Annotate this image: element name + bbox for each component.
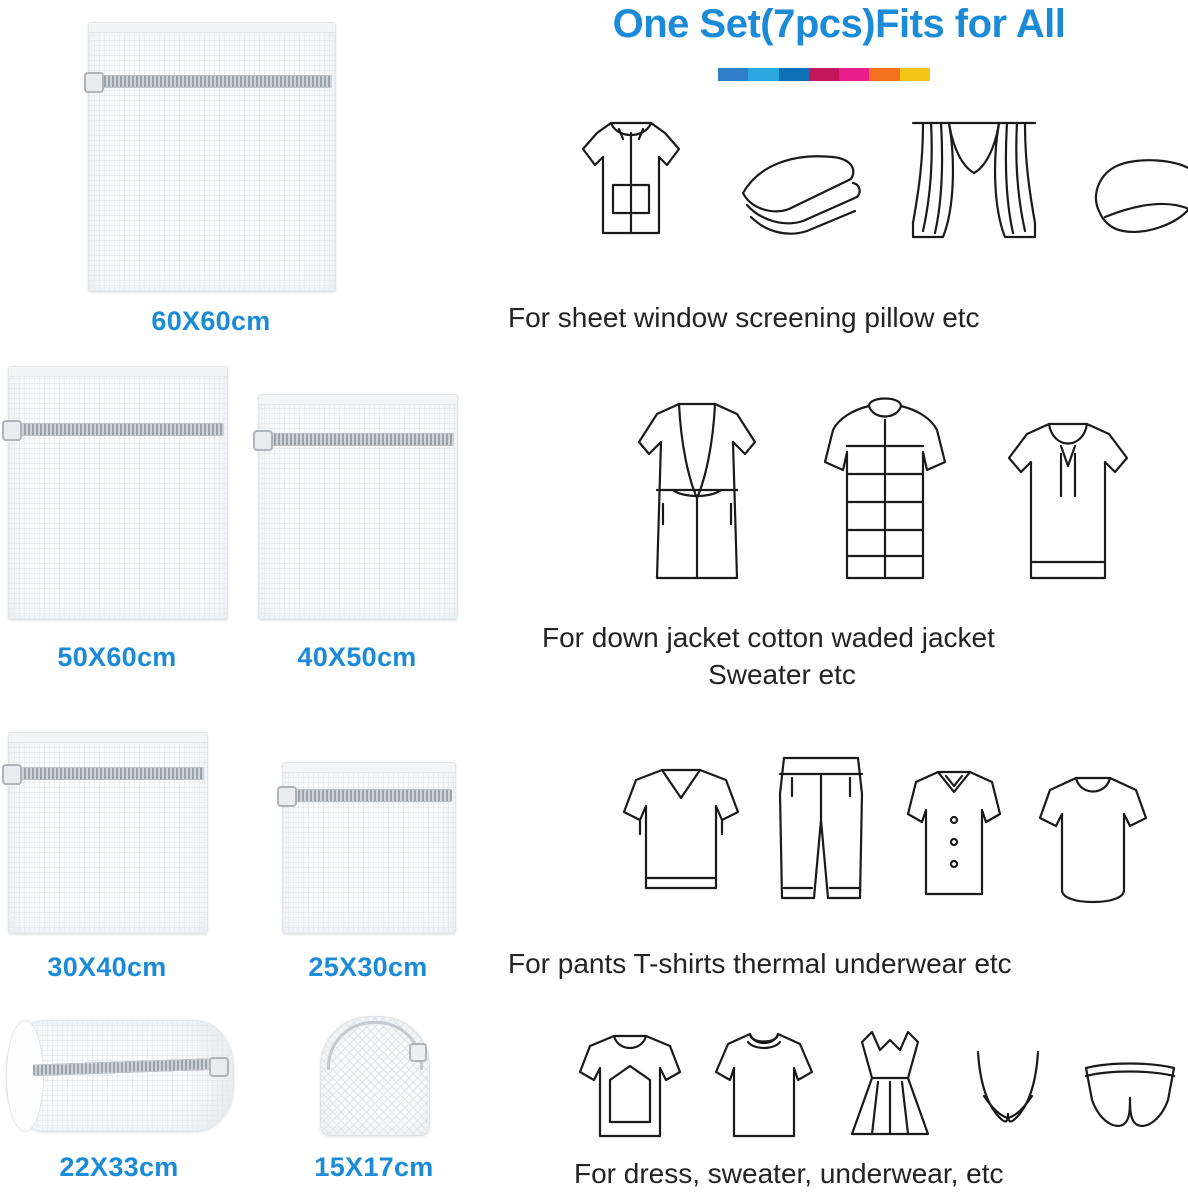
mesh-bag-22x33 [6,1020,234,1132]
bag-gallery [0,0,490,1200]
usage-icons-group-3 [590,748,1180,908]
bag-label-60x60: 60X60cm [151,306,271,336]
usage-caption-1: For sheet window screening pillow etc [508,302,980,333]
zipper [12,767,204,780]
bag-top-strip [259,395,457,405]
bag-top-strip [9,733,207,743]
bag-label-25x30: 25X30cm [308,952,428,982]
mesh-bag-25x30 [282,762,456,934]
mesh-bag-40x50 [258,394,458,620]
usage-caption-2-line1: For down jacket cotton waded jacket [542,622,995,653]
usage-icons-group-2 [590,390,1170,590]
hoodie-pocket-icon [574,1026,686,1144]
hoodie-jacket-icon [575,109,687,245]
folded-blanket-icon [733,135,863,245]
usage-caption-2-line2: Sweater etc [708,658,856,690]
bag-top-strip [9,367,227,377]
zipper [12,423,224,436]
page-title: One Set(7pcs)Fits for All [612,2,1066,46]
bag-label-22x33: 22X33cm [59,1152,179,1182]
bag-label-30x40: 30X40cm [47,952,167,982]
color-bar-2 [748,68,778,81]
tshirt-icon [1034,766,1152,908]
zipper-pull-icon [2,764,22,785]
blouse-icon [898,758,1010,908]
usage-panel [490,0,1188,1200]
zipper [262,433,454,446]
bra-icon [960,1044,1056,1144]
curtain-icon [909,111,1039,245]
bag-top-strip [283,763,455,773]
pillow-icon [1085,149,1188,245]
usage-icons-group-4 [578,1020,1178,1144]
down-coat-icon [819,390,951,590]
usage-caption-4: For dress, sweater, underwear, etc [574,1158,1004,1189]
zipper-pull-icon [84,72,104,93]
bag-label-40x50: 40X50cm [297,642,417,672]
zipper-pull-icon [253,430,273,451]
briefs-icon [1078,1052,1182,1144]
mesh-bag-50x60 [8,366,228,620]
usage-caption-3: For pants T-shirts thermal underwear etc [508,948,1012,979]
zipper-pull-icon [2,420,22,441]
color-bar-3 [779,68,809,81]
color-bar-6 [869,68,899,81]
dress-icon [842,1024,938,1144]
bag-top-strip [89,23,335,33]
color-bar-divider [718,68,930,81]
zipper-pull-icon [209,1057,229,1077]
zipper [33,1058,223,1077]
jeans-icon [768,748,874,908]
sweater-icon [618,758,744,908]
mesh-bag-15x17 [320,1016,430,1136]
turtleneck-icon [708,1026,820,1144]
hoodie-icon [1003,410,1133,590]
mesh-bag-60x60 [88,22,336,292]
bathrobe-icon [627,394,767,590]
zipper [286,789,452,802]
zipper-pull-icon [409,1043,427,1062]
color-bar-5 [839,68,869,81]
zipper [92,75,332,88]
usage-caption-2 [542,620,1182,694]
usage-icons-group-1 [580,105,1188,245]
color-bar-4 [809,68,839,81]
bag-label-50x60: 50X60cm [57,642,177,672]
bag-label-15x17: 15X17cm [314,1152,434,1182]
color-bar-7 [900,68,930,81]
color-bar-1 [718,68,748,81]
zipper-pull-icon [277,786,297,807]
mesh-bag-30x40 [8,732,208,934]
